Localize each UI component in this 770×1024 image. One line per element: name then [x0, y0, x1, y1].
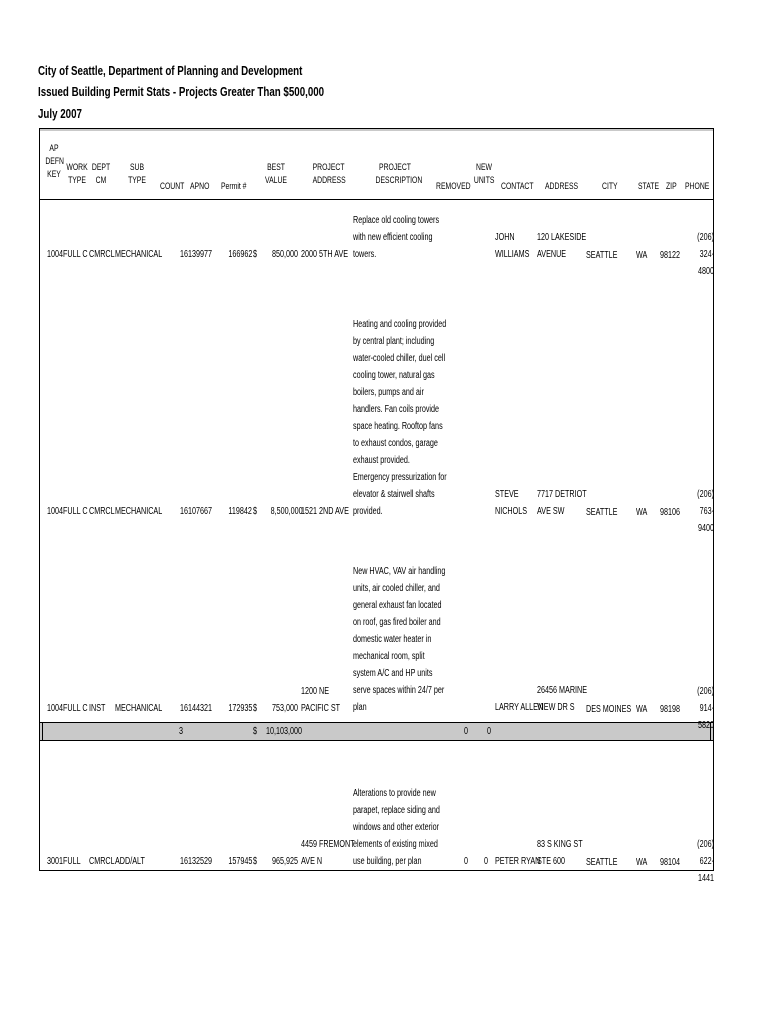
header-project-address: PROJECT ADDRESS [312, 162, 346, 186]
subtotal-new-units: 0 [487, 726, 492, 737]
row4-permit: 157945 [228, 856, 253, 867]
header-project-description: PROJECT DESCRIPTION [375, 162, 423, 186]
row3-sub-type: MECHANICAL [115, 703, 163, 714]
report-title: City of Seattle, Department of Planning and Development [38, 64, 303, 78]
header-sub-type: SUB TYPE [128, 162, 146, 186]
row3-contact: LARRY ALLEN [495, 702, 544, 713]
header-address: ADDRESS [545, 181, 579, 192]
row1-state: WA [636, 250, 648, 261]
row1-address: 120 LAKESIDE AVENUE [537, 232, 587, 260]
row2-description: Heating and cooling provided by central plant; including water-cooled chiller, duel cell cooling tower, natural gas boilers, pumps and air handlers. Fan coils provide space heating. Rooftop fans to exhaust condos, garage exhaust provided. Emergency pressurization for elevator & stairwell shafts provided. [353, 319, 447, 517]
row2-project-address: 1521 2ND AVE [301, 506, 349, 517]
header-divider [40, 199, 713, 200]
row4-city: SEATTLE [586, 857, 618, 868]
header-city: CITY [602, 181, 618, 192]
row3-project-address: 1200 NE PACIFIC ST [301, 686, 341, 714]
subtotal-count: 3 [179, 726, 184, 737]
header-dept-cm: DEPT CM [91, 162, 111, 186]
row4-count: 1 [179, 856, 184, 867]
row4-removed: 0 [464, 856, 469, 867]
row3-work-type: FULL C [63, 703, 88, 714]
report-date: July 2007 [38, 107, 82, 121]
row2-sub-type: MECHANICAL [115, 506, 163, 517]
row2-state: WA [636, 507, 648, 518]
subtotal-removed: 0 [464, 726, 469, 737]
row4-work-type: FULL [63, 856, 81, 867]
row1-dollar: $ [253, 249, 258, 260]
header-phone: PHONE [685, 181, 710, 192]
row2-city: SEATTLE [586, 507, 618, 518]
row2-permit: 119842 [228, 506, 252, 517]
row3-zip: 98198 [660, 704, 681, 715]
row3-permit: 172935 [228, 703, 253, 714]
header-state: STATE [638, 181, 660, 192]
row1-description: Replace old cooling towers with new efficient cooling towers. [353, 215, 440, 260]
row3-dept: INST [89, 703, 106, 714]
row2-dept: CMRCL [89, 506, 115, 517]
row1-contact: JOHN WILLIAMS [495, 232, 530, 260]
row3-address: 26456 MARINE VIEW DR S [537, 685, 588, 713]
row1-zip: 98122 [660, 250, 681, 261]
row4-sub-type: ADD/ALT [115, 856, 145, 867]
row4-state: WA [636, 857, 648, 868]
row1-sub-type: MECHANICAL [115, 249, 163, 260]
header-apno: APNO [190, 181, 210, 192]
row1-phone: (206) 324-4800 [697, 232, 714, 277]
row4-apno: 6132529 [184, 856, 213, 867]
header-zip: ZIP [666, 181, 677, 192]
report-subtitle: Issued Building Permit Stats - Projects Greater Than $500,000 [38, 85, 325, 99]
row4-new-units: 0 [484, 856, 489, 867]
row4-description: Alterations to provide new parapet, replace siding and windows and other exterior elements of existing mixed use building, per plan [353, 788, 440, 867]
subtotal-bottom-line [40, 740, 713, 741]
row4-project-address: 4459 FREMONT AVE N [301, 839, 355, 867]
row2-address: 7717 DETRIOT AVE SW [537, 489, 587, 517]
row3-dollar: $ [253, 703, 258, 714]
row2-apno: 6107667 [184, 506, 213, 517]
row1-permit: 166962 [228, 249, 253, 260]
header-work-type: WORK TYPE [66, 162, 88, 186]
row2-zip: 98106 [660, 507, 681, 518]
row3-city: DES MOINES [586, 704, 632, 715]
header-permit: Permit # [221, 181, 247, 192]
row3-value: 753,000 [271, 703, 298, 714]
row1-apno: 6139977 [184, 249, 213, 260]
row3-description: New HVAC, VAV air handling units, air cooled chiller, and general exhaust fan located on roof, gas fired boiler and domestic water heater in mechanical room, split system A/C and HP units serve spaces within 24/7 per plan [353, 566, 446, 713]
row1-key: 1004 [47, 249, 64, 260]
row4-value: 965,925 [271, 856, 298, 867]
subtotal-top-line [40, 722, 713, 723]
row1-value: 850,000 [271, 249, 298, 260]
row4-key: 3001 [47, 856, 64, 867]
row3-key: 1004 [47, 703, 64, 714]
header-count: COUNT [160, 181, 185, 192]
row2-work-type: FULL C [63, 506, 88, 517]
permit-table [39, 128, 714, 884]
row1-work-type: FULL C [63, 249, 88, 260]
subtotal-band [40, 722, 713, 740]
row3-apno: 6144321 [184, 703, 213, 714]
row4-phone: (206) 622-1441 [697, 839, 714, 884]
header-best-value: BEST VALUE [265, 162, 287, 186]
row3-state: WA [636, 704, 648, 715]
row1-project-address: 2000 5TH AVE [301, 249, 349, 260]
row1-dept: CMRCL [89, 249, 115, 260]
row4-zip: 98104 [660, 857, 681, 868]
row1-city: SEATTLE [586, 250, 618, 261]
row3-count: 1 [179, 703, 184, 714]
row1-count: 1 [179, 249, 184, 260]
header-removed: REMOVED [436, 181, 471, 192]
row2-phone: (206) 763-9400 [697, 489, 714, 534]
header-ap-defn-key: AP DEFN KEY [45, 143, 64, 180]
row4-dollar: $ [253, 856, 258, 867]
row2-value: 8,500,000 [270, 506, 303, 517]
row4-address: 83 S KING ST STE 600 [537, 839, 583, 867]
row4-dept: CMRCL [89, 856, 115, 867]
header-new-units: NEW UNITS [473, 162, 495, 186]
row2-contact: STEVE NICHOLS [495, 489, 528, 517]
row2-dollar: $ [253, 506, 258, 517]
header-shading-top [40, 129, 713, 131]
row3-phone: (206) 914-5820 [697, 686, 714, 731]
row4-contact: PETER RYAN [495, 856, 541, 867]
subtotal-value: 10,103,000 [266, 726, 303, 737]
row2-count: 1 [179, 506, 184, 517]
header-contact: CONTACT [501, 181, 534, 192]
row2-key: 1004 [47, 506, 64, 517]
subtotal-dollar: $ [253, 726, 258, 737]
band-divider-left [42, 722, 43, 740]
